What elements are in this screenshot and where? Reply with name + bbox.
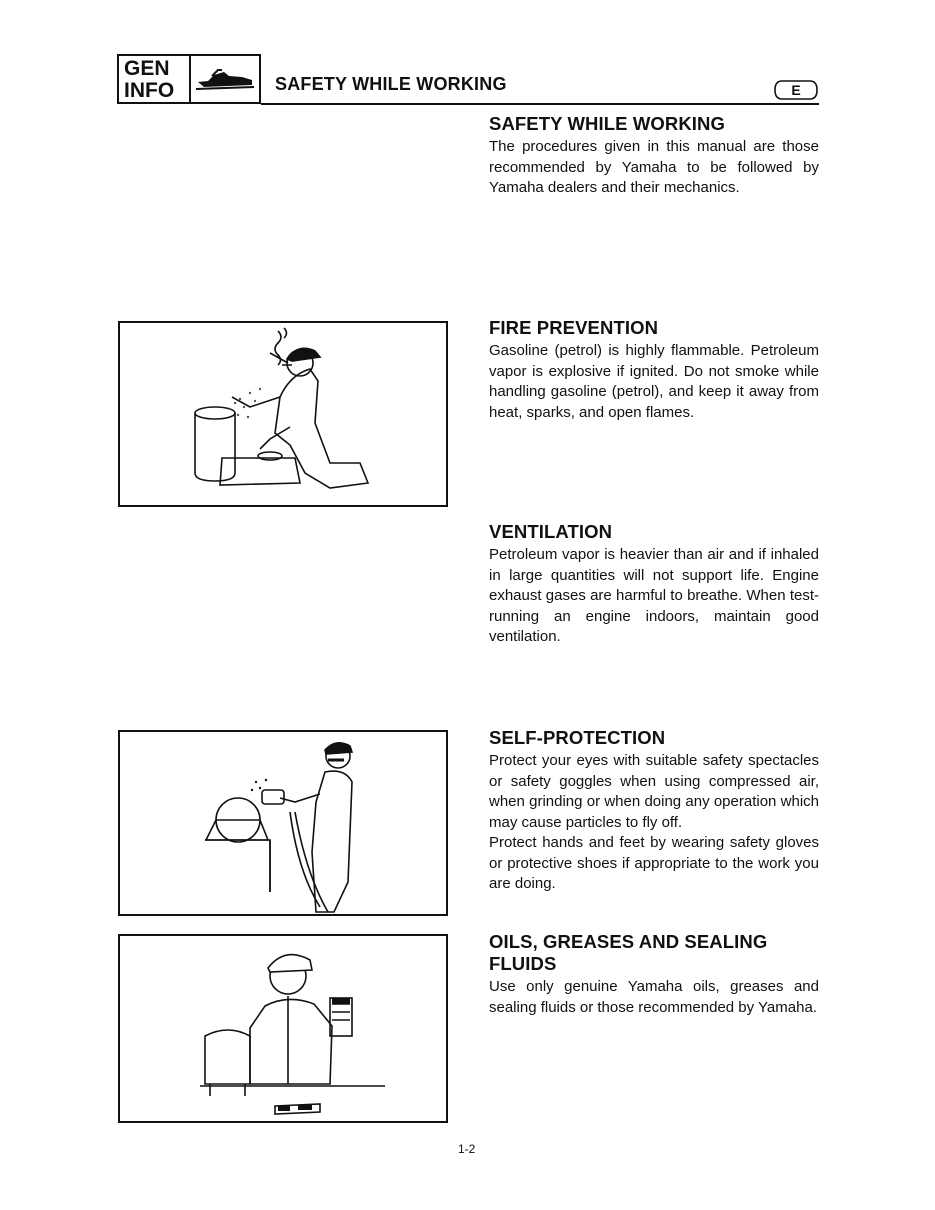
self-protection-figure [118, 730, 448, 916]
section-body: Protect hands and feet by wearing safety gloves or protective shoes if appropriate to the work you are doing. [489, 834, 819, 892]
watercraft-icon [191, 56, 259, 102]
tab-label-line-2: INFO [124, 79, 175, 102]
mechanic-smoking-near-fuel-icon [120, 323, 446, 505]
header-title: SAFETY WHILE WORKING [275, 74, 507, 94]
oils-figure [118, 934, 448, 1123]
section-heading: OILS, GREASES AND SEALING FLUIDS [489, 931, 768, 974]
section-oils-greases-sealing-fluids [489, 931, 819, 1018]
section-tab [117, 54, 261, 104]
mechanic-grinding-with-goggles-icon [120, 732, 446, 914]
section-body: Use only genuine Yamaha oils, greases and sealing fluids or those recommended by Yamaha. [489, 978, 819, 1016]
header-divider [261, 103, 819, 105]
section-body: Gasoline (petrol) is highly flammable. Petroleum vapor is explosive if ignited. Do not smoke while handling gasoline (petrol), and keep it away from heat, sparks, and open flames. [489, 342, 819, 421]
page-number: 1-2 [458, 1142, 476, 1156]
section-heading: VENTILATION [489, 521, 613, 542]
mechanic-holding-yamaha-oil-icon [120, 936, 446, 1121]
section-heading: SELF-PROTECTION [489, 727, 666, 748]
section-body: Petroleum vapor is heavier than air and if inhaled in large quantities will not support life. Engine exhaust gases are harmful to breathe. When test-running an engine indoors, maintain good ventilation. [489, 546, 819, 645]
section-body: The procedures given in this manual are those recommended by Yamaha to be followed by Yamaha dealers and their mechanics. [489, 138, 819, 196]
language-badge-label: E [791, 82, 801, 98]
section-heading: FIRE PREVENTION [489, 317, 659, 338]
section-self-protection [489, 727, 819, 895]
section-safety-while-working [489, 113, 819, 199]
section-ventilation [489, 521, 819, 648]
section-body: Protect your eyes with suitable safety spectacles or safety goggles when using compressed air, when grinding or when doing any operation which may cause particles to fly off. [489, 752, 819, 831]
language-badge [773, 79, 819, 106]
section-heading: SAFETY WHILE WORKING [489, 113, 725, 134]
section-tab-label [119, 56, 191, 102]
fire-prevention-figure [118, 321, 448, 507]
tab-label-line-1: GEN [124, 57, 170, 80]
section-fire-prevention [489, 317, 819, 423]
